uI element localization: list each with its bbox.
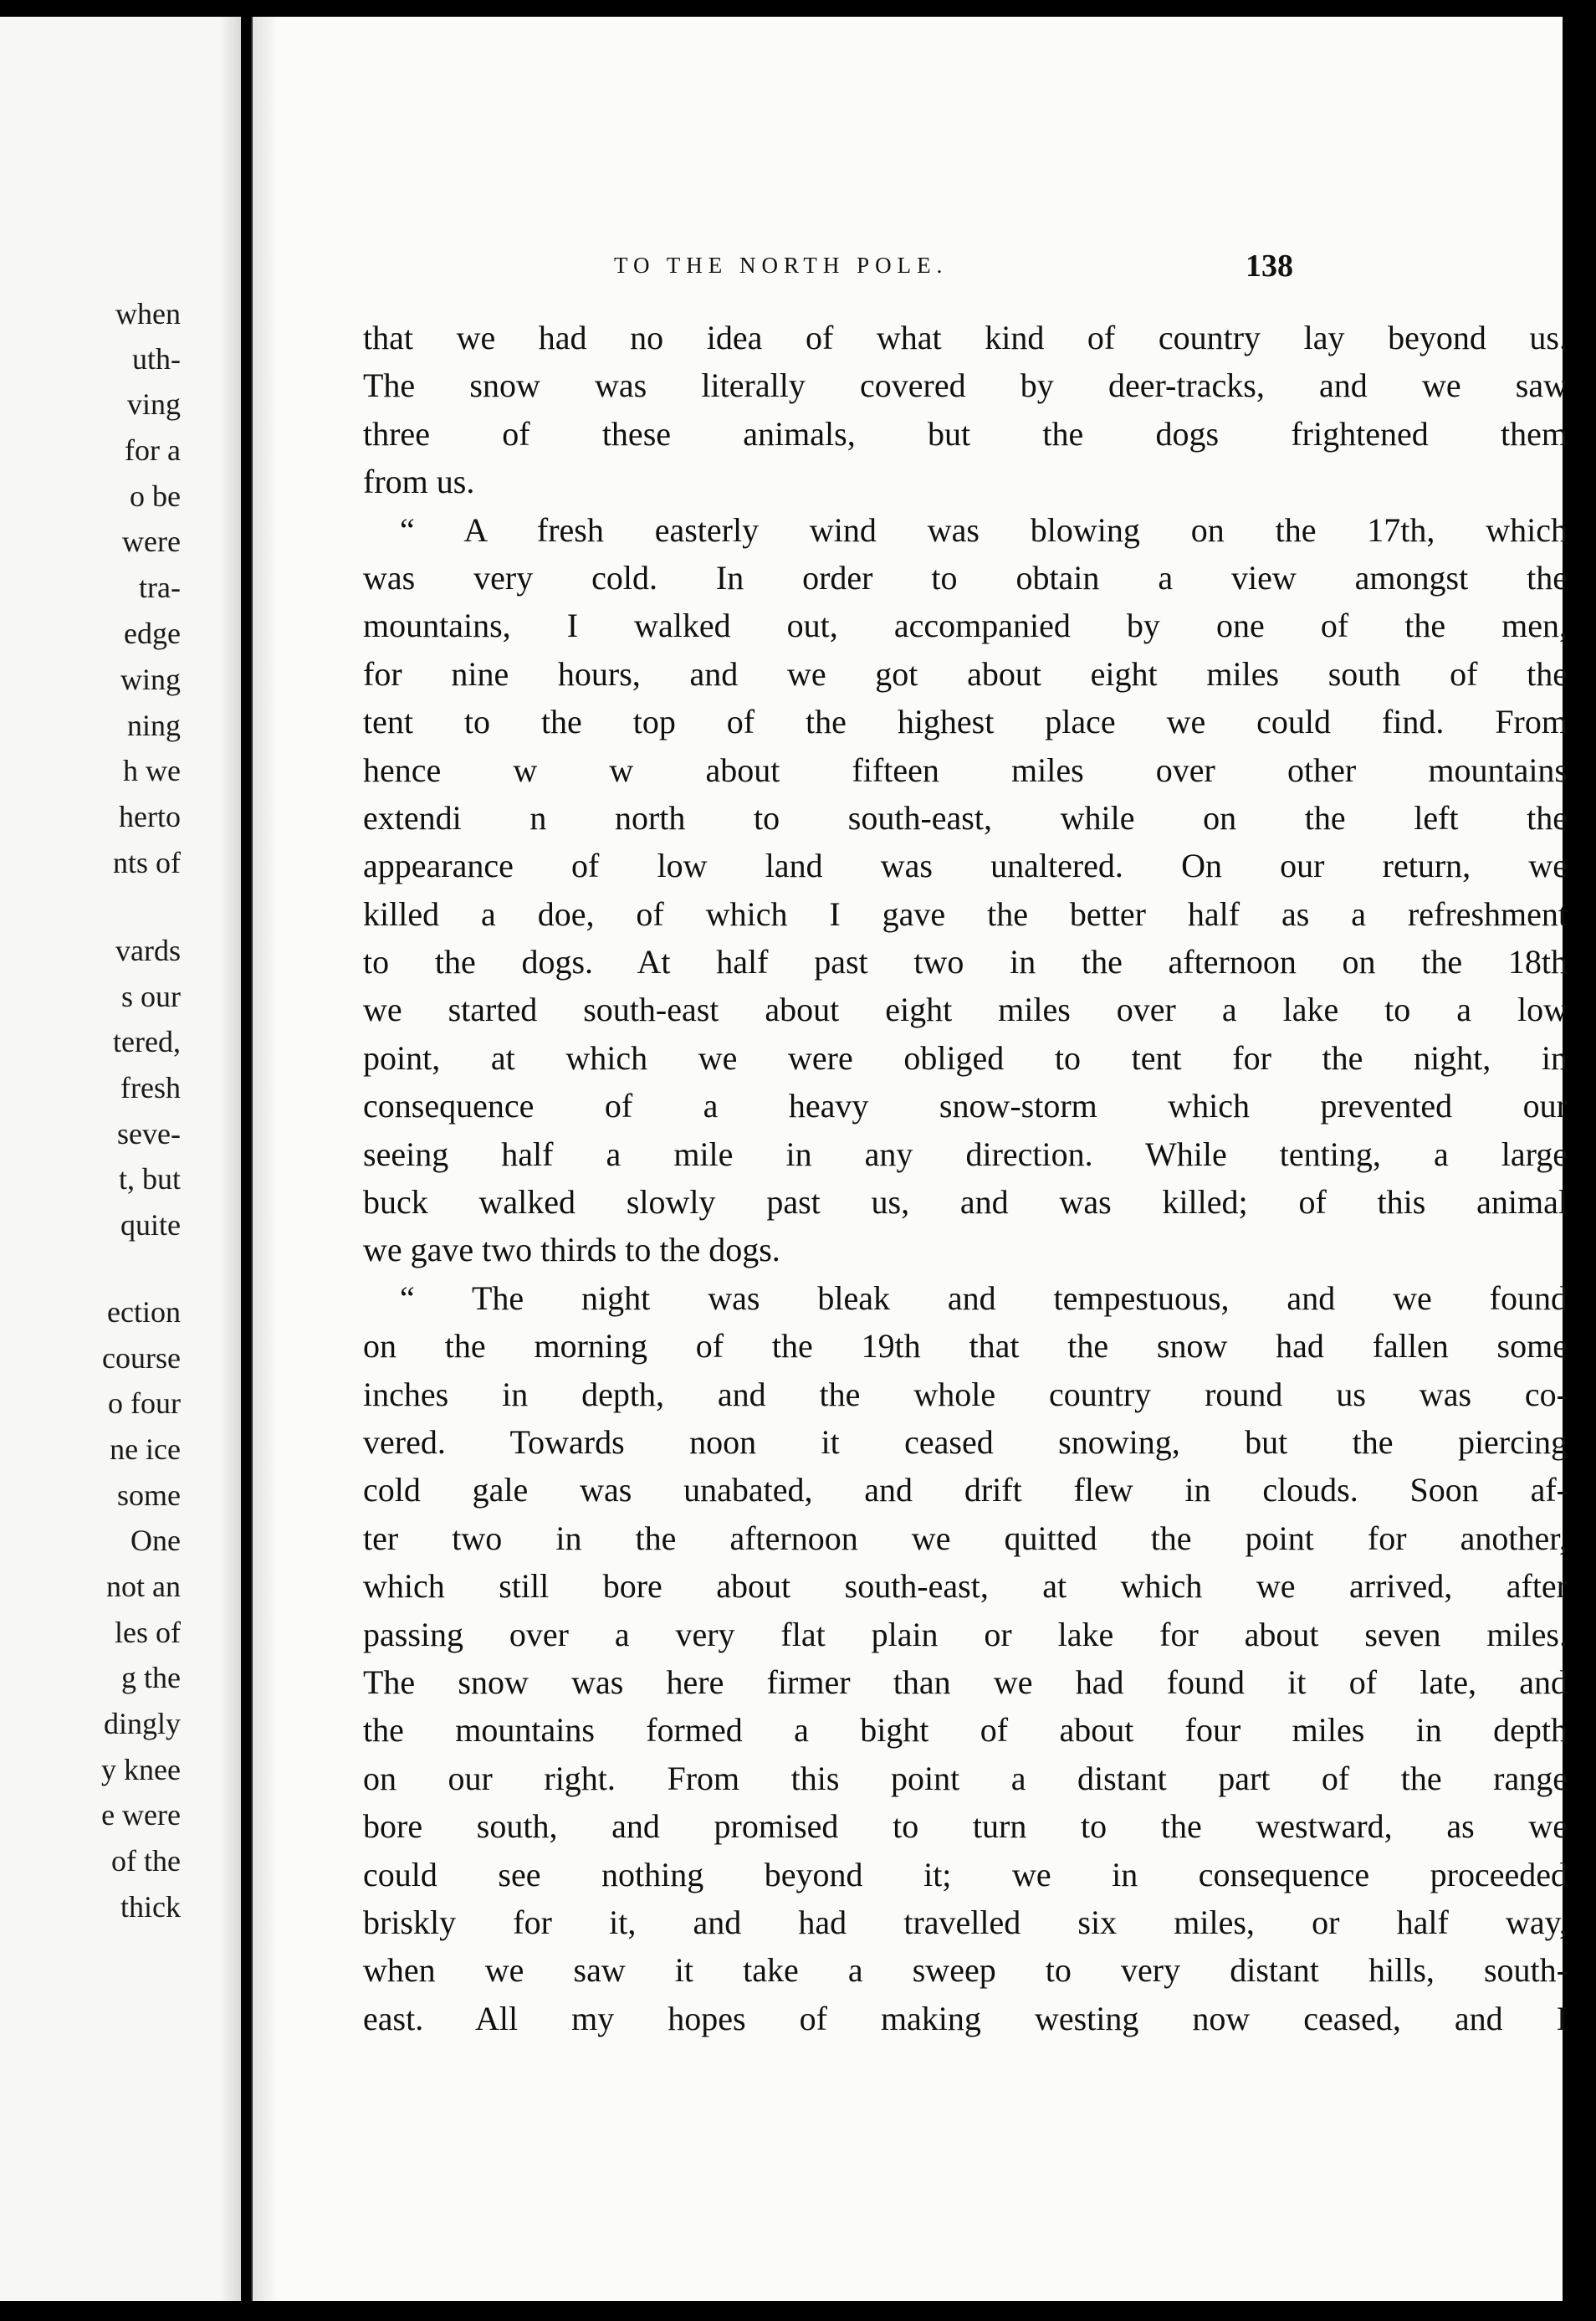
text-line: bore south, and promised to turn to the westward, as we <box>363 1807 1568 1846</box>
left-page-line: s our <box>121 980 181 1013</box>
left-page-line: o four <box>108 1386 181 1420</box>
left-page-line: uth- <box>132 342 181 376</box>
text-line: The snow was literally covered by deer-tracks, and we saw <box>363 366 1568 405</box>
text-line: was very cold. In order to obtain a view amongst the <box>363 558 1568 597</box>
left-page-line: thick <box>120 1890 181 1924</box>
text-line: mountains, I walked out, accompanied by one of the men, <box>363 607 1568 645</box>
left-page-line: y knee <box>101 1753 181 1786</box>
left-page-line: fresh <box>120 1071 181 1104</box>
page-number: 138 <box>1246 248 1293 284</box>
left-page-line: of the <box>111 1844 181 1878</box>
left-page-line: for a <box>125 433 181 467</box>
text-line: buck walked slowly past us, and was killed; of this animal <box>363 1183 1568 1222</box>
text-line: when we saw it take a sweep to very distant hills, south- <box>363 1951 1568 1990</box>
text-line: three of these animals, but the dogs frightened them <box>363 414 1568 453</box>
left-page-line: seve- <box>117 1117 181 1150</box>
gutter-shadow <box>219 17 241 2301</box>
left-page-line: nts of <box>113 846 181 879</box>
text-line: could see nothing beyond it; we in consequence proceeded <box>363 1855 1568 1893</box>
text-line: appearance of low land was unaltered. On our return, we <box>363 847 1568 885</box>
left-page-line: course <box>102 1341 181 1375</box>
text-line: inches in depth, and the whole country round us was co- <box>363 1375 1568 1413</box>
page-body-text <box>363 314 1568 2042</box>
left-page-line: wing <box>120 663 181 696</box>
text-line: briskly for it, and had travelled six miles, or half way, <box>363 1903 1568 1941</box>
left-page-line: herto <box>119 800 181 833</box>
left-page-line: One <box>130 1524 181 1557</box>
text-line: consequence of a heavy snow-storm which prevented our <box>363 1087 1568 1125</box>
right-page <box>251 17 1568 2301</box>
left-page-line: ection <box>107 1295 181 1329</box>
text-line: “ The night was bleak and tempestuous, and we found <box>400 1278 1568 1317</box>
text-line: for nine hours, and we got about eight miles south of the <box>363 654 1568 693</box>
text-line: The snow was here firmer than we had found it of late, and <box>363 1663 1568 1701</box>
text-line: “ A fresh easterly wind was blowing on the 17th, which <box>400 510 1568 549</box>
text-line: extendi n north to south-east, while on the left the <box>363 798 1568 837</box>
text-line: passing over a very flat plain or lake for about seven miles. <box>363 1615 1568 1653</box>
left-page <box>0 17 241 2301</box>
left-page-line: t, but <box>118 1162 181 1196</box>
text-line: which still bore about south-east, at which we arrived, after <box>363 1567 1568 1606</box>
left-page-line: g the <box>121 1661 181 1694</box>
page-edge-shade <box>253 17 278 2301</box>
left-page-line: were <box>122 525 181 558</box>
left-page-line: o be <box>130 479 181 513</box>
text-line: on the morning of the 19th that the snow had fallen some <box>363 1327 1568 1365</box>
text-line: we gave two thirds to the dogs. <box>363 1231 780 1269</box>
text-line: east. All my hopes of making westing now ceased, and I <box>363 1999 1568 2037</box>
left-page-line: h we <box>123 754 181 787</box>
text-line: cold gale was unabated, and drift flew in clouds. Soon af- <box>363 1471 1568 1509</box>
text-line: point, at which we were obliged to tent for the night, in <box>363 1038 1568 1077</box>
text-line: from us. <box>363 463 475 501</box>
left-page-line: ne ice <box>110 1432 181 1466</box>
left-page-line: quite <box>120 1208 181 1242</box>
left-page-line: ving <box>126 387 181 421</box>
left-page-line: tered, <box>113 1025 181 1058</box>
text-line: tent to the top of the highest place we could find. From <box>363 703 1568 741</box>
text-line: the mountains formed a bight of about four miles in depth <box>363 1711 1568 1750</box>
text-line: we started south-east about eight miles over a lake to a low <box>363 991 1568 1029</box>
left-page-line: e were <box>101 1798 181 1832</box>
text-line: on our right. From this point a distant part of the range <box>363 1759 1568 1797</box>
running-head: TO THE NORTH POLE. <box>614 253 949 278</box>
text-line: that we had no idea of what kind of country lay beyond us. <box>363 319 1568 356</box>
text-line: hence w w about fifteen miles over other mountains <box>363 751 1568 789</box>
left-page-line: some <box>117 1478 181 1512</box>
text-line: ter two in the afternoon we quitted the point for another, <box>363 1519 1568 1557</box>
text-line: killed a doe, of which I gave the better half as a refreshment <box>363 894 1568 933</box>
left-page-line: dingly <box>103 1707 181 1740</box>
text-line: seeing half a mile in any direction. While tenting, a large <box>363 1135 1568 1173</box>
left-page-line: tra- <box>139 571 181 604</box>
left-page-line: les of <box>115 1616 181 1649</box>
left-page-line: when <box>115 297 181 330</box>
left-page-line: vards <box>115 934 181 967</box>
left-page-line: not an <box>106 1570 181 1603</box>
left-page-line: ning <box>126 709 181 742</box>
left-page-line: edge <box>124 617 181 650</box>
text-line: to the dogs. At half past two in the afternoon on the 18th <box>363 943 1568 981</box>
text-line: vered. Towards noon it ceased snowing, but the piercing <box>363 1422 1568 1461</box>
